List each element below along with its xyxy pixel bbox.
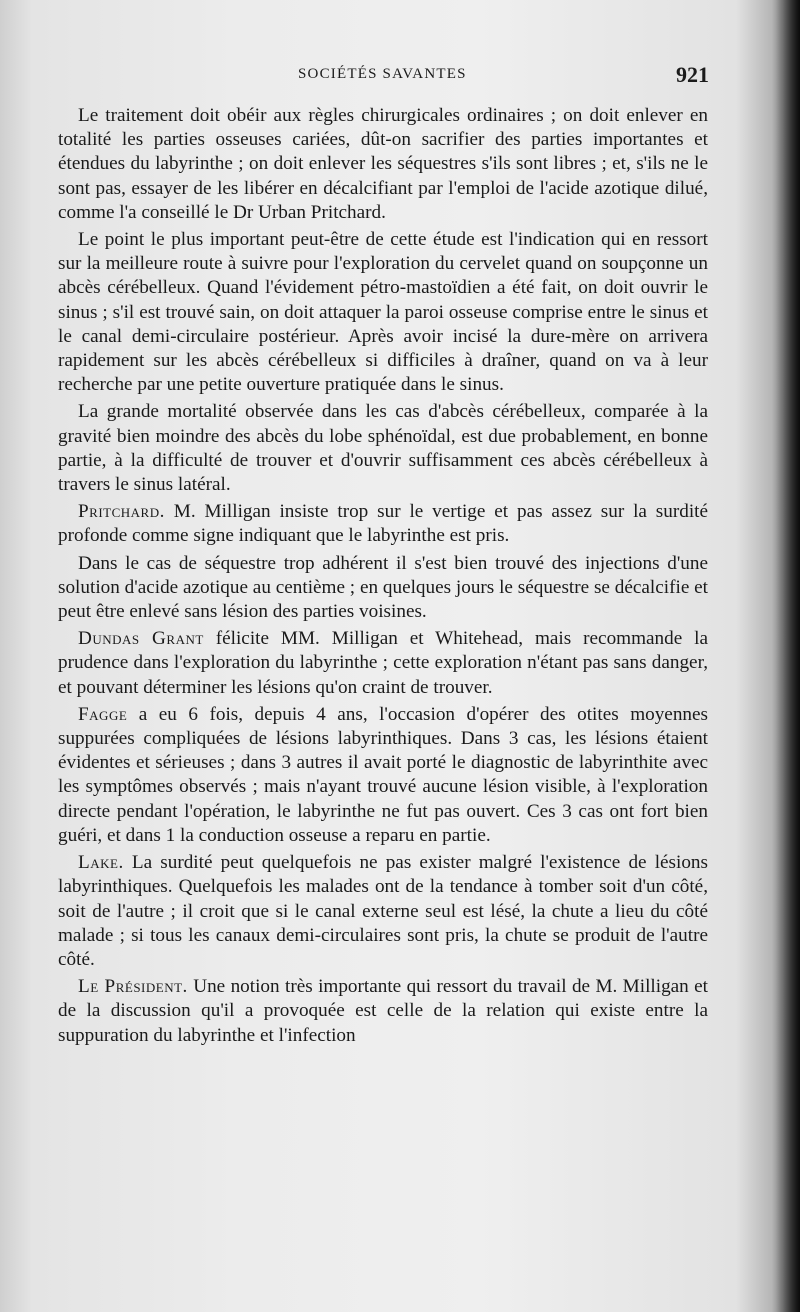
- paragraph-text: Dans le cas de séquestre trop adhérent il s'est bien trouvé des injections d'une solution d'acide azotique au centième ; en quelques jours le séquestre se décalcifie et peut être enlevé sans lésion des parties voisines.: [58, 552, 708, 623]
- paragraph: [58, 975, 708, 1048]
- paragraph: [58, 851, 708, 972]
- paragraph: [58, 703, 708, 848]
- speaker-name: Fagge: [78, 703, 128, 725]
- speaker-name: Lake.: [78, 852, 124, 874]
- paragraph-text: La surdité peut quelquefois ne pas exister malgré l'existence de lésions labyrinthiques. Quelquefois les malades ont de la tendance à tomber soit d'un côté, soit de l'autre ; il croit que si le canal externe seul est lésé, la chute a lieu du côté malade ; si tous les canaux demi-circulaires sont pris, la chute se produit de l'autre côté.: [58, 852, 708, 970]
- paragraph-text: Le traitement doit obéir aux règles chirurgicales ordinaires ; on doit enlever en totalité les parties osseuses cariées, dût-on sacrifier des parties importantes et étendues du labyrinthe ; on doit enlever les séquestres s'ils sont libres ; et, s'ils ne le sont pas, essayer de les libérer en décalcifiant par l'emploi de l'acide azotique dilué, comme l'a conseillé le Dr Urban Pritchard.: [58, 105, 708, 223]
- paragraph-text: a eu 6 fois, depuis 4 ans, l'occasion d'opérer des otites moyennes suppurées compliquées de lésions labyrinthiques. Dans 3 cas, les lésions étaient évidentes et sérieuses ; dans 3 autres il avait porté le diagnostic de labyrinthite avec les symptômes observés ; mais n'ayant trouvé aucune lésion visible, à l'exploration directe pendant l'opération, le labyrinthe ne fut pas ouvert. Ces 3 cas ont fort bien guéri, et dans 1 la conduction osseuse a reparu en partie.: [58, 703, 708, 846]
- paragraph-text: Une notion très importante qui ressort du travail de M. Milligan et de la discussion qu'il a provoquée est celle de la relation qui existe entre la suppuration du labyrinthe et l'infection: [58, 976, 708, 1046]
- paragraph: [58, 552, 708, 625]
- page-number: 921: [676, 62, 709, 87]
- paragraph-text: félicite MM. Milligan et Whitehead, mais recommande la prudence dans l'exploration du labyrinthe ; cette exploration n'étant pas sans danger, et pouvant déterminer les lésions qu'on craint de trouver.: [58, 628, 709, 698]
- speaker-name: Le Président.: [78, 976, 188, 998]
- paragraph: [58, 228, 708, 397]
- paragraph: [58, 104, 708, 225]
- running-title: SOCIÉTÉS SAVANTES: [298, 66, 467, 82]
- paragraph-text: Le point le plus important peut-être de cette étude est l'indication qui en ressort sur la meilleure route à suivre pour l'exploration du cervelet quand on soupçonne un abcès cérébelleux. Quand l'évidement pétro-mastoïdien a été fait, on doit ouvrir le sinus ; s'il est trouvé sain, on doit attaquer la paroi osseuse comprise entre le sinus et le canal demi-circulaire postérieur. Après avoir incisé la dure-mère on arrivera rapidement sur les abcès cérébelleux si difficiles à draîner, quand on va à leur recherche par une petite ouverture pratiquée dans le sinus.: [58, 229, 708, 396]
- paragraph: [58, 627, 708, 700]
- body-text: [58, 104, 708, 1051]
- speaker-name: Pritchard.: [78, 501, 165, 523]
- paragraph-text: La grande mortalité observée dans les cas d'abcès cérébelleux, comparée à la gravité bien moindre des abcès du lobe sphénoïdal, est due probablement, en bonne partie, à la difficulté de trouver et d'ouvrir suffisamment ces abcès cérébelleux à travers le sinus latéral.: [58, 401, 708, 496]
- running-header: [0, 62, 800, 90]
- paragraph-text: M. Milligan insiste trop sur le vertige et pas assez sur la surdité profonde comme signe indiquant que le labyrinthe est pris.: [58, 501, 709, 547]
- paragraph: [58, 400, 708, 497]
- paragraph: [58, 500, 708, 548]
- speaker-name: Dundas Grant: [78, 628, 204, 650]
